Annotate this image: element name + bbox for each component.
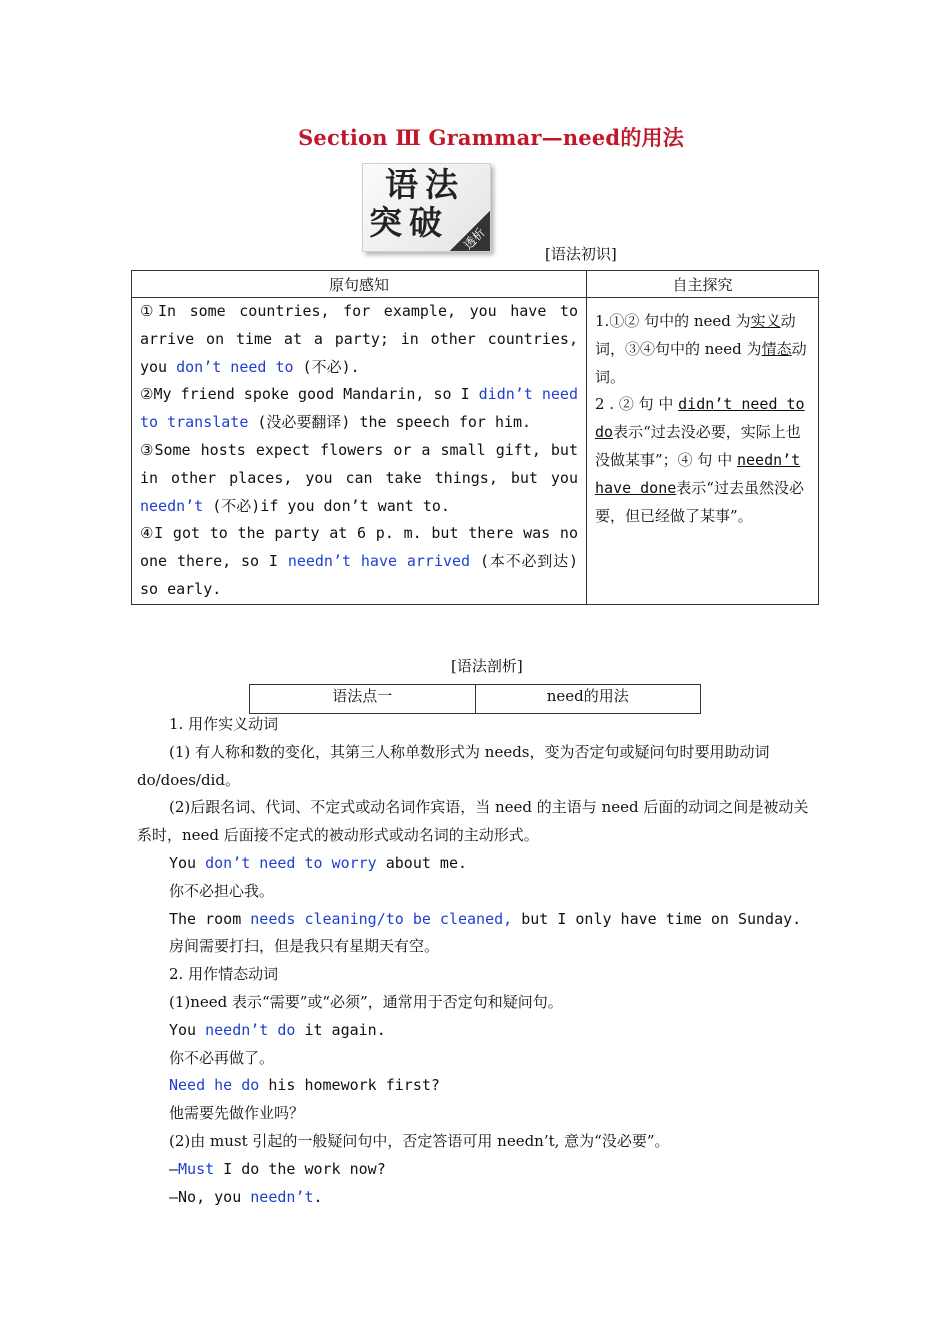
example-4-translation: 他需要先做作业吗？ bbox=[169, 1104, 305, 1123]
example-3: You needn’t do it again. bbox=[169, 1020, 386, 1039]
heading-1: 1. 用作实义动词 bbox=[169, 715, 279, 733]
rule-4: (2)由 must 引起的一般疑问句中，否定答语可用 needn’t, 意为“没必要”。 bbox=[169, 1131, 670, 1150]
sentence-3: ③Some hosts expect flowers or a small gift, but in other places, you can take things, but you needn’t (不必)if you don’t want to. bbox=[140, 440, 578, 515]
sentence-4: ④I got to the party at 6 p. m. but there was no one there, so I needn’t have arrived (本不必到达) so early. bbox=[140, 524, 578, 598]
rule-3: (1)need 表示“需要”或“必须”，通常用于否定句和疑问句。 bbox=[169, 992, 563, 1011]
example-1-translation: 你不必担心我。 bbox=[169, 881, 275, 900]
grammar-explanation bbox=[137, 711, 817, 1211]
logo-line1: 语法 bbox=[385, 165, 465, 204]
inquiry-1: 1.①② 句中的 need 为实义动词，③④句中的 need 为情态动词。 bbox=[595, 312, 807, 386]
logo-line2: 突破 bbox=[369, 203, 449, 242]
intro-table bbox=[131, 270, 819, 605]
heading-2: 2. 用作情态动词 bbox=[169, 965, 279, 984]
sentence-1: ①In some countries, for example, you have to arrive on time at a party; in other countries, you don’t need to (不必). bbox=[140, 302, 578, 376]
grammar-point-table bbox=[249, 684, 701, 714]
example-2-translation: 房间需要打扫，但是我只有星期天有空。 bbox=[169, 937, 440, 956]
example-1: You don’t need to worry about me. bbox=[169, 853, 468, 872]
example-3-translation: 你不必再做了。 bbox=[169, 1048, 275, 1067]
col1-header: 原句感知 bbox=[132, 271, 587, 298]
example-5: —Must I do the work now? bbox=[169, 1159, 386, 1178]
inquiry-2: 2 . ② 句 中 didn’t need to do表示“过去没必要，实际上也没做某事”；④ 句 中 needn’t have done表示“过去虽然没必要，但已经做了某事”。 bbox=[595, 395, 805, 525]
page-title: Section Ⅲ Grammar—need的用法 bbox=[298, 125, 684, 150]
example-6: —No, you needn’t. bbox=[169, 1187, 323, 1206]
example-4: Need he do his homework first? bbox=[169, 1076, 440, 1095]
grammar-point-topic: need的用法 bbox=[475, 685, 701, 714]
section1-label: [语法初识] bbox=[545, 245, 617, 263]
grammar-logo bbox=[362, 163, 491, 252]
grammar-point-number: 语法点一 bbox=[250, 685, 476, 714]
section2-label: [语法剖析] bbox=[451, 657, 523, 675]
example-2: The room needs cleaning/to be cleaned, but I only have time on Sunday. bbox=[169, 909, 802, 928]
rule-2: (2)后跟名词、代词、不定式或动名词作宾语，当 need 的主语与 need 后面的动词之间是被动关系时，need 后面接不定式的被动形式或动名词的主动形式。 bbox=[137, 798, 809, 845]
rule-1: (1) 有人称和数的变化，其第三人称单数形式为 needs，变为否定句或疑问句时要用助动词 do/does/did。 bbox=[137, 742, 770, 789]
inquiry-cell bbox=[587, 298, 819, 605]
col2-header: 自主探究 bbox=[587, 271, 819, 298]
example-sentences-cell bbox=[132, 298, 587, 605]
sentence-2: ②My friend spoke good Mandarin, so I didn’t need to translate (没必要翻译) the speech for him. bbox=[140, 385, 578, 432]
logo-corner: 透析 bbox=[450, 211, 490, 251]
